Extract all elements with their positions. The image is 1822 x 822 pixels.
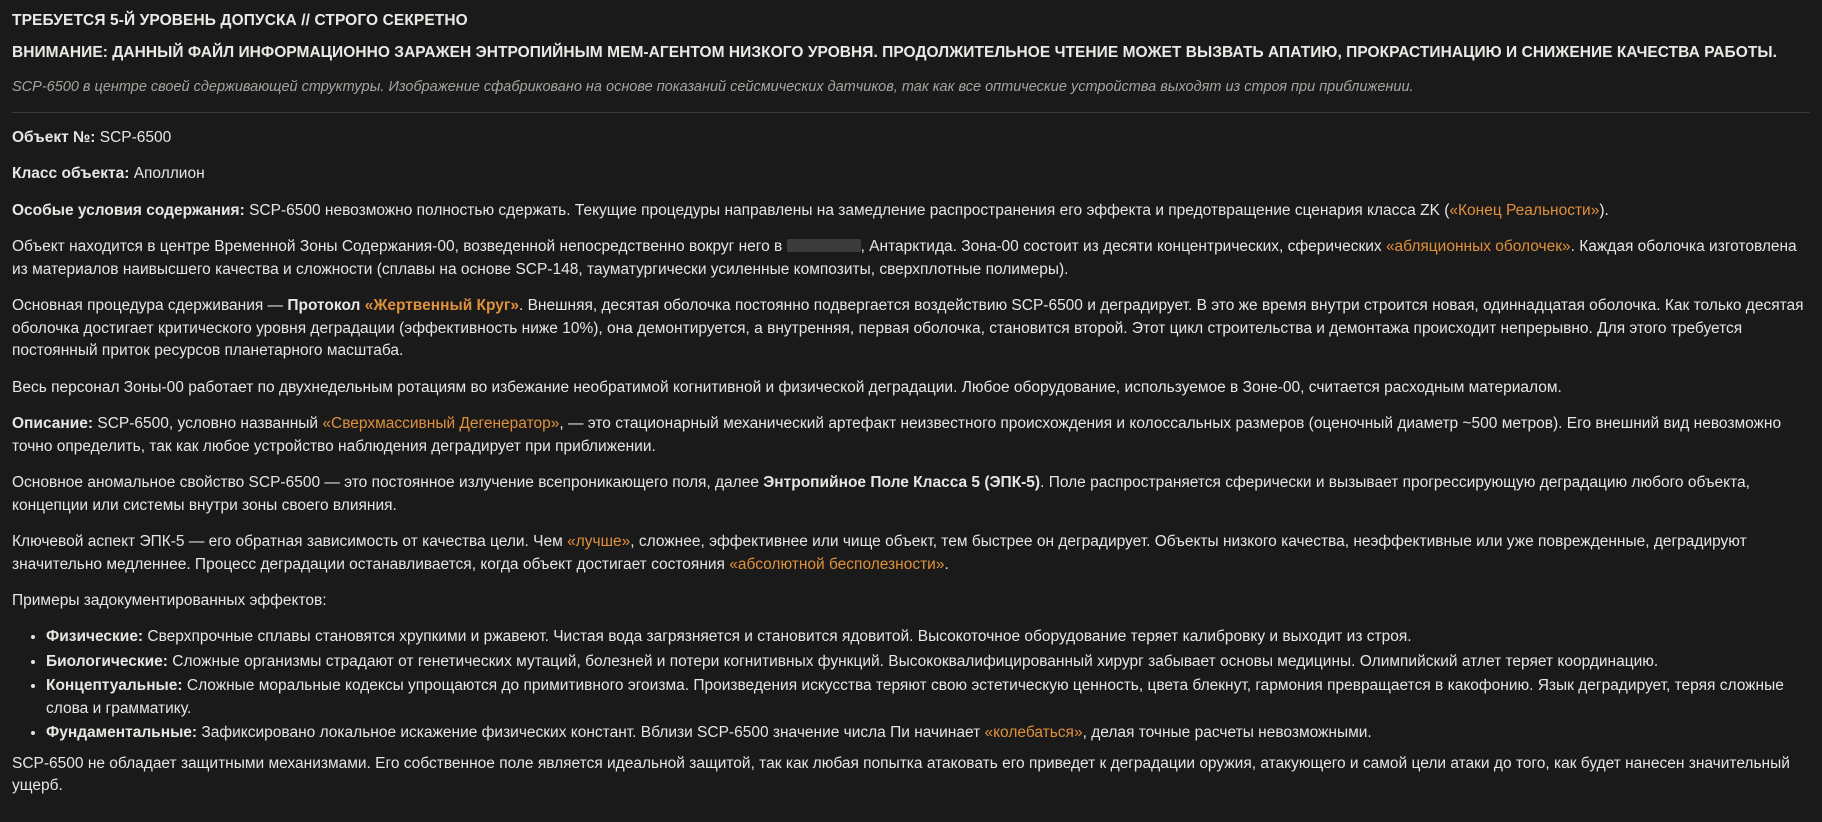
description-label: Описание: bbox=[12, 415, 94, 433]
link-absolute-uselessness[interactable]: «абсолютной бесполезности» bbox=[729, 555, 945, 573]
examples-intro: Примеры задокументированных эффектов: bbox=[12, 591, 327, 609]
effect-text-2: , делая точные расчеты невозможными. bbox=[1082, 724, 1372, 742]
item-number-label: Объект №: bbox=[12, 128, 96, 146]
object-class-value: Аполлион bbox=[133, 165, 205, 183]
property-text-2: . Поле распространяется сферически и вызывает прогрессирующую деградацию любого объекта, концепции или системы внутри зоны своего влияния. bbox=[12, 474, 1750, 514]
protocol-paragraph bbox=[12, 295, 1810, 362]
anomalous-property-paragraph bbox=[12, 472, 1810, 517]
link-sacrificial-circle[interactable]: «Жертвенный Круг» bbox=[364, 297, 519, 315]
containment-procedures bbox=[12, 200, 1810, 222]
key-text-2: , сложнее, эффективнее или чище объект, тем быстрее он деградирует. Объекты низкого качества, неэффективные или уже поврежденные, деградируют значительно медленнее. Процесс деградации останавливается, когда объект достигает состояния bbox=[12, 533, 1747, 573]
link-ablative-shells[interactable]: «абляционных оболочек» bbox=[1385, 238, 1571, 256]
clearance-banner: ТРЕБУЕТСЯ 5-Й УРОВЕНЬ ДОПУСКА // СТРОГО СЕКРЕТНО bbox=[12, 12, 468, 29]
location-text-3: . Каждая оболочка изготовлена из материалов наивысшего качества и сложности (сплавы на основе SCP-148, тауматургически усиленные композиты, сверхплотные полимеры). bbox=[12, 238, 1797, 278]
effect-label: Фундаментальные: bbox=[46, 724, 198, 742]
object-class-label: Класс объекта: bbox=[12, 165, 130, 183]
object-class-line bbox=[12, 163, 1810, 185]
containment-text-2: ). bbox=[1599, 201, 1609, 219]
item-number-value: SCP-6500 bbox=[99, 128, 172, 146]
list-item bbox=[46, 722, 1810, 744]
key-text-1: Ключевой аспект ЭПК-5 — его обратная зависимость от качества цели. Чем bbox=[12, 533, 568, 551]
redaction-block bbox=[787, 239, 861, 252]
item-number-line bbox=[12, 127, 1810, 149]
list-item bbox=[46, 675, 1810, 720]
effect-text: Сложные моральные кодексы упрощаются до примитивного эгоизма. Произведения искусства теряют свою эстетическую ценность, цвета блекнут, гармония превращается в какофонию. Язык деградирует, теряя сложные слова и грамматику. bbox=[46, 677, 1784, 717]
effect-text-1: Зафиксировано локальное искажение физических констант. Вблизи SCP-6500 значение числа Пи начинает bbox=[197, 724, 985, 742]
protocol-text-2: . Внешняя, десятая оболочка постоянно подвергается воздействию SCP-6500 и деградирует. В это же время внутри строится новая, одиннадцатая оболочка. Как только десятая оболочка достигает критического уровня деградации (эффективность ниже 10%), она демонтируется, а внутренняя, первая оболочка, становится второй. Этот цикл строительства и демонтажа происходит непрерывно. Для этого требуется постоянный приток ресурсов планетарного масштаба. bbox=[12, 297, 1804, 360]
property-field-name: Энтропийное Поле Класса 5 (ЭПК-5) bbox=[763, 474, 1041, 492]
protocol-text-1: Основная процедура сдерживания — bbox=[12, 297, 288, 315]
containment-label: Особые условия содержания: bbox=[12, 201, 245, 219]
list-item bbox=[46, 626, 1810, 648]
memetic-warning: ВНИМАНИЕ: ДАННЫЙ ФАЙЛ ИНФОРМАЦИОННО ЗАРАЖЕН ЭНТРОПИЙНЫМ МЕМ-АГЕНТОМ НИЗКОГО УРОВНЯ. ПРОДОЛЖИТЕЛЬНОЕ ЧТЕНИЕ МОЖЕТ ВЫЗВАТЬ АПАТИЮ, ПРОКРАСТИНАЦИЮ И СНИЖЕНИЕ КАЧЕСТВА РАБОТЫ. bbox=[12, 44, 1777, 62]
link-fluctuate[interactable]: «колебаться» bbox=[984, 724, 1083, 742]
effect-text: Сложные организмы страдают от генетических мутаций, болезней и потери когнитивных функций. Высококвалифицированный хирург забывает основы медицины. Олимпийский атлет теряет координацию. bbox=[167, 652, 1659, 670]
description-text-1: SCP-6500, условно названный bbox=[93, 415, 323, 433]
effects-list bbox=[12, 626, 1810, 744]
property-text-1: Основное аномальное свойство SCP-6500 — это постоянное излучение всепроникающего поля, далее bbox=[12, 474, 764, 492]
link-supermassive-degenerator[interactable]: «Сверхмассивный Дегенератор» bbox=[322, 415, 560, 433]
link-end-of-reality[interactable]: «Конец Реальности» bbox=[1449, 201, 1600, 219]
description-text-2: , — это стационарный механический артефакт неизвестного происхождения и колоссальных размеров (оценочный диаметр ~500 метров). Его внешний вид невозможно точно определить, так как любое устройство наблюдения деградирует при приближении. bbox=[12, 415, 1782, 455]
effect-label: Биологические: bbox=[46, 652, 168, 670]
link-better[interactable]: «лучше» bbox=[567, 533, 631, 551]
protocol-bold: Протокол bbox=[287, 297, 365, 315]
containment-text-1: SCP-6500 невозможно полностью сдержать. Текущие процедуры направлены на замедление распространения его эффекта и предотвращение сценария класса ZK ( bbox=[249, 201, 1450, 219]
description-paragraph bbox=[12, 413, 1810, 458]
effect-label: Концептуальные: bbox=[46, 677, 183, 695]
image-caption: SCP-6500 в центре своей сдерживающей структуры. Изображение сфабриковано на основе показаний сейсмических датчиков, так как все оптические устройства выходят из строя при приближении. bbox=[12, 77, 1810, 113]
location-paragraph bbox=[12, 236, 1810, 281]
key-text-3: . bbox=[944, 555, 949, 573]
list-item bbox=[46, 651, 1810, 673]
defense-paragraph: SCP-6500 не обладает защитными механизмами. Его собственное поле является идеальной защитой, так как любая попытка атаковать его приведет к деградации оружия, атакующего и самой цели атаки до того, как будет нанесен значительный ущерб. bbox=[12, 754, 1790, 795]
personnel-paragraph: Весь персонал Зоны-00 работает по двухнедельным ротациям во избежание необратимой когнитивной и физической деградации. Любое оборудование, используемое в Зоне-00, считается расходным материалом. bbox=[12, 378, 1562, 396]
location-text-2: , Антарктида. Зона-00 состоит из десяти концентрических, сферических bbox=[860, 238, 1386, 256]
effect-text: Сверхпрочные сплавы становятся хрупкими и ржавеют. Чистая вода загрязняется и становится ядовитой. Высокоточное оборудование теряет калибровку и выходит из строя. bbox=[143, 628, 1412, 646]
effect-label: Физические: bbox=[46, 628, 144, 646]
key-aspect-paragraph bbox=[12, 531, 1810, 576]
location-text-1: Объект находится в центре Временной Зоны Содержания-00, возведенной непосредственно вокруг него в bbox=[12, 238, 787, 256]
